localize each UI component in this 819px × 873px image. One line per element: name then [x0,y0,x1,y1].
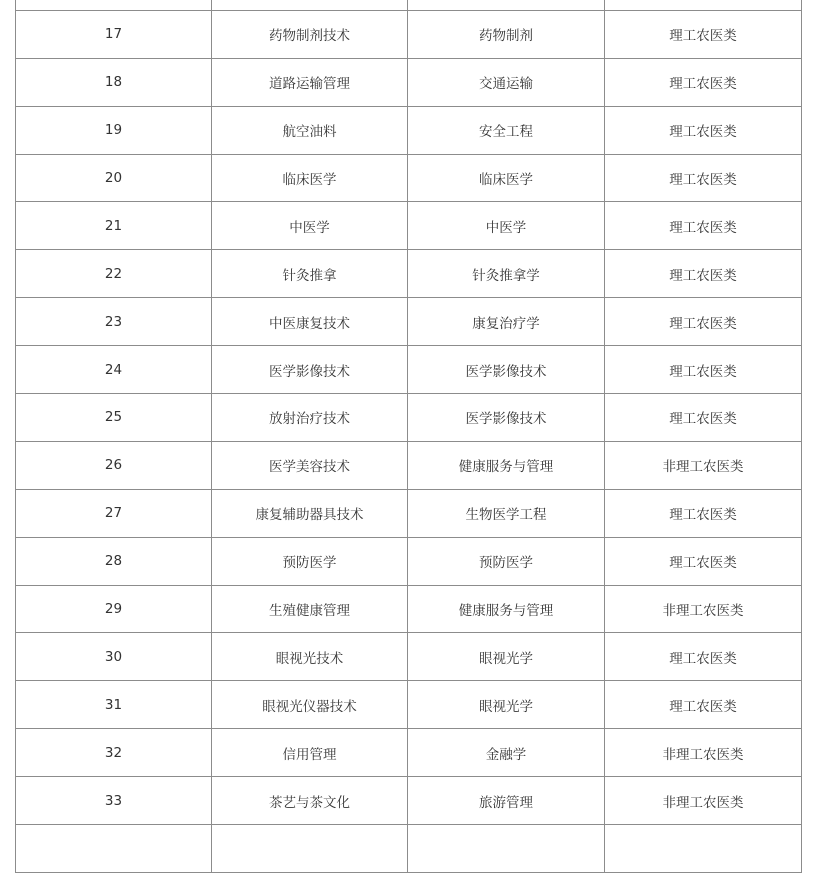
vocational-major-cell: 预防医学 [212,537,408,585]
vocational-major-cell: 临床医学 [212,154,408,202]
vocational-major-cell: 中医康复技术 [212,298,408,346]
table-row [16,202,802,250]
row-number-cell: 28 [16,537,212,585]
table-row [16,489,802,537]
undergraduate-major-cell: 医学影像技术 [408,394,605,442]
row-number-cell: 19 [16,106,212,154]
category-cell: 理工农医类 [605,489,802,537]
table-row [16,633,802,681]
table-row-partial-top [16,0,802,10]
major-mapping-table [15,0,802,873]
table-row [16,777,802,825]
undergraduate-major-cell: 医学影像技术 [408,346,605,394]
vocational-major-cell: 眼视光技术 [212,633,408,681]
table-row [16,441,802,489]
undergraduate-major-cell: 眼视光学 [408,633,605,681]
undergraduate-major-cell: 旅游管理 [408,777,605,825]
table-row [16,346,802,394]
category-cell: 理工农医类 [605,154,802,202]
category-cell: 理工农医类 [605,10,802,58]
table-cell [605,0,802,10]
vocational-major-cell: 医学影像技术 [212,346,408,394]
row-number-cell: 22 [16,250,212,298]
row-number-cell: 21 [16,202,212,250]
category-cell: 非理工农医类 [605,441,802,489]
vocational-major-cell: 航空油料 [212,106,408,154]
row-number-cell: 23 [16,298,212,346]
row-number-cell: 27 [16,489,212,537]
table-row [16,58,802,106]
vocational-major-cell: 信用管理 [212,729,408,777]
row-number-cell: 24 [16,346,212,394]
table-row [16,537,802,585]
row-number-cell: 17 [16,10,212,58]
table-row [16,298,802,346]
undergraduate-major-cell: 安全工程 [408,106,605,154]
table-row [16,250,802,298]
undergraduate-major-cell: 健康服务与管理 [408,585,605,633]
table-cell [16,0,212,10]
undergraduate-major-cell: 生物医学工程 [408,489,605,537]
undergraduate-major-cell: 交通运输 [408,58,605,106]
undergraduate-major-cell: 针灸推拿学 [408,250,605,298]
table-body [16,0,802,872]
vocational-major-cell: 中医学 [212,202,408,250]
vocational-major-cell: 茶艺与茶文化 [212,777,408,825]
vocational-major-cell: 道路运输管理 [212,58,408,106]
row-number-cell: 25 [16,394,212,442]
row-number-cell: 30 [16,633,212,681]
row-number-cell: 31 [16,681,212,729]
category-cell: 理工农医类 [605,250,802,298]
table-cell [212,0,408,10]
row-number-cell: 32 [16,729,212,777]
category-cell: 理工农医类 [605,106,802,154]
table-row [16,154,802,202]
vocational-major-cell: 生殖健康管理 [212,585,408,633]
undergraduate-major-cell: 金融学 [408,729,605,777]
table-row [16,681,802,729]
category-cell: 非理工农医类 [605,585,802,633]
category-cell: 理工农医类 [605,537,802,585]
vocational-major-cell: 康复辅助器具技术 [212,489,408,537]
undergraduate-major-cell: 药物制剂 [408,10,605,58]
category-cell: 理工农医类 [605,394,802,442]
category-cell: 理工农医类 [605,298,802,346]
undergraduate-major-cell: 临床医学 [408,154,605,202]
category-cell: 理工农医类 [605,681,802,729]
vocational-major-cell: 针灸推拿 [212,250,408,298]
row-number-cell: 26 [16,441,212,489]
category-cell: 理工农医类 [605,346,802,394]
table-row [16,106,802,154]
vocational-major-cell: 放射治疗技术 [212,394,408,442]
undergraduate-major-cell: 中医学 [408,202,605,250]
category-cell: 理工农医类 [605,633,802,681]
undergraduate-major-cell: 健康服务与管理 [408,441,605,489]
table-row [16,729,802,777]
undergraduate-major-cell: 康复治疗学 [408,298,605,346]
row-number-cell: 18 [16,58,212,106]
table-cell [408,0,605,10]
category-cell: 理工农医类 [605,58,802,106]
undergraduate-major-cell: 眼视光学 [408,681,605,729]
row-number-cell: 29 [16,585,212,633]
table-row [16,585,802,633]
row-number-cell: 33 [16,777,212,825]
category-cell: 理工农医类 [605,202,802,250]
vocational-major-cell: 医学美容技术 [212,441,408,489]
major-table-container [15,0,801,873]
vocational-major-cell: 药物制剂技术 [212,10,408,58]
vocational-major-cell: 眼视光仪器技术 [212,681,408,729]
table-row [16,10,802,58]
row-number-cell: 20 [16,154,212,202]
category-cell: 非理工农医类 [605,729,802,777]
table-row [16,394,802,442]
undergraduate-major-cell: 预防医学 [408,537,605,585]
category-cell: 非理工农医类 [605,777,802,825]
